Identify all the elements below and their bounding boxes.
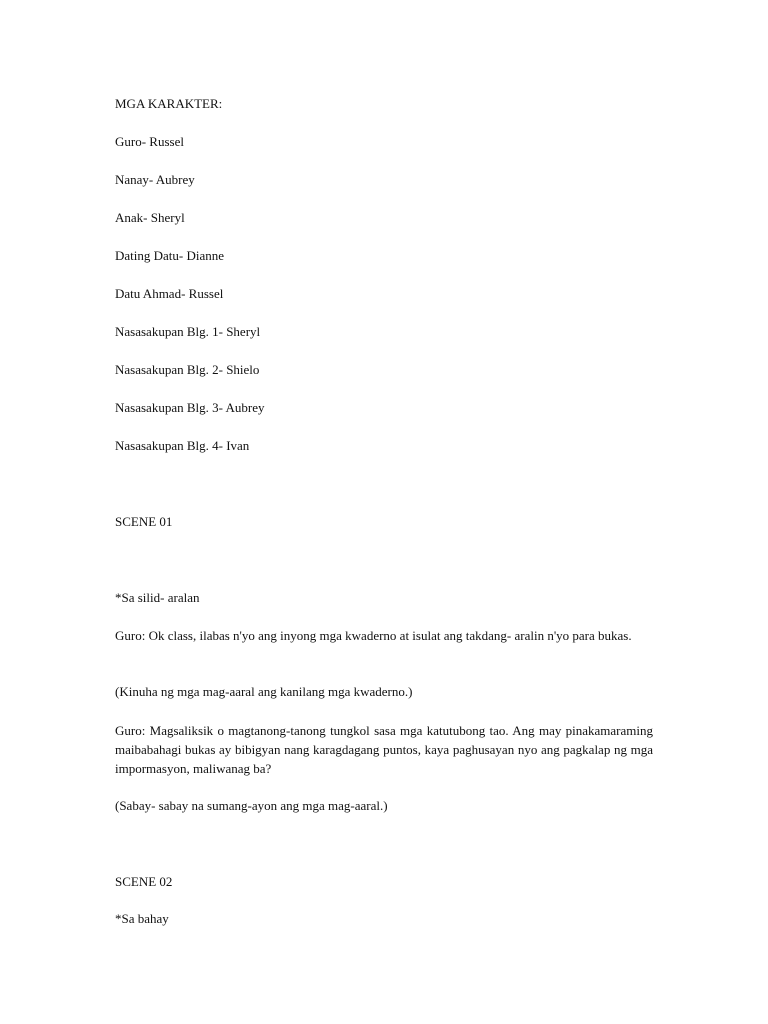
character-item: Nasasakupan Blg. 3- Aubrey [115, 400, 265, 415]
character-item: Datu Ahmad- Russel [115, 286, 224, 301]
character-item: Nasasakupan Blg. 1- Sheryl [115, 324, 261, 339]
character-item: Guro- Russel [115, 134, 184, 149]
scene-1-setting: *Sa silid- aralan [115, 590, 200, 605]
character-item: Nasasakupan Blg. 4- Ivan [115, 438, 250, 453]
scene-1-dialogue-1: Guro: Ok class, ilabas n'yo ang inyong mga kwaderno at isulat ang takdang- aralin n'yo para bukas. [115, 628, 632, 643]
character-item: Nanay- Aubrey [115, 172, 195, 187]
scene-2-setting: *Sa bahay [115, 911, 169, 926]
scene-1-stage-direction-2: (Sabay- sabay na sumang-ayon ang mga mag-aaral.) [115, 798, 388, 813]
scene-1-dialogue-2: Guro: Magsaliksik o magtanong-tanong tungkol sasa mga katutubong tao. Ang may pinakamaraming maibabahagi bukas ay bibigyan nang karagdagang puntos, kaya paghusayan nyo ang pagkalap ng mga impormasyon, maliwanag ba? [115, 723, 653, 776]
character-item: Dating Datu- Dianne [115, 248, 225, 263]
scene-2-heading: SCENE 02 [115, 874, 173, 889]
characters-heading: MGA KARAKTER: [115, 96, 223, 111]
character-item: Anak- Sheryl [115, 210, 185, 225]
scene-1-heading: SCENE 01 [115, 514, 173, 529]
character-item: Nasasakupan Blg. 2- Shielo [115, 362, 260, 377]
scene-1-stage-direction-1: (Kinuha ng mga mag-aaral ang kanilang mga kwaderno.) [115, 684, 413, 699]
